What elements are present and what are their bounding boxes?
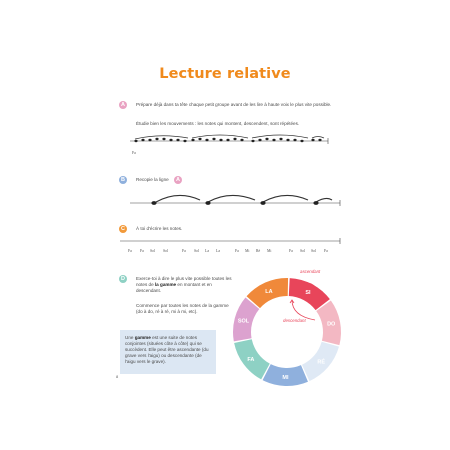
note-head [265,138,268,140]
gamme-definition-text: Une gamme est une suite de notes conjointes (situées côte à côte) qui se succèdent. Elle peut être ascendante (du grave vers l'aigu) ou descendante (de l'aigu vers le grave). [125,335,209,364]
staff-c [120,237,342,245]
note-head [251,140,254,142]
descendant-label: descendant [283,318,306,323]
note-name: Ré [256,249,261,253]
wheel-segment-label: FA [247,356,255,363]
page-title: Lecture relative [159,66,291,82]
wheel-segment-label: SI [305,290,311,297]
note-head [183,140,186,142]
section-d-paragraph-2: Commence par toutes les notes de la gamme (do à do, ré à ré, mi à mi, etc). [136,303,229,314]
note-head [318,139,321,141]
note-head [212,138,215,140]
note-name: Sol [311,249,317,253]
note-head [272,139,275,141]
note-name: Fa [235,249,239,253]
section-c-badge: C [119,225,127,233]
section-b-ref-badge: A [174,176,182,184]
ascendant-label: ascendant [300,269,321,274]
note-name: Fa [128,249,132,253]
section-a-instruction-1: Prépare déjà dans ta tête chaque petit groupe avant de les lire à haute voix le plus vite possible. [136,102,332,107]
staff-a-notes [134,138,321,142]
section-b-instruction: Recopie la ligne [136,177,169,182]
wheel-segment-label: LA [265,288,273,295]
wheel-segment-label: MI [282,374,289,381]
note-head [141,139,144,141]
note-head [311,139,314,141]
section-d-paragraph-1: Exerce-toi à dire le plus vite possible toutes les notes de la gamme en montant et en descendant. [136,276,232,293]
note-name: Fa [140,249,144,253]
wheel-segment-label: SOL [237,318,250,325]
note-name: Sol [194,249,200,253]
note-head [155,138,158,140]
note-head [162,138,165,140]
staff-b [130,190,342,206]
note-head [293,139,296,141]
wheel-segment-label: DO [327,321,336,328]
section-b-badge: B [119,176,127,184]
section-a-instruction-2: Étudie bien les mouvements : les notes qui montent, descendent, sont répétées. [136,121,300,126]
note-name: Fa [324,249,328,253]
note-name: La [216,249,221,253]
section-a-badge: A [119,101,127,109]
note-head [279,138,282,140]
note-name: Fa [182,249,186,253]
staff-a [130,134,330,152]
note-name: Mi [245,249,250,253]
note-head [134,140,137,142]
note-head [169,139,172,141]
section-a-start-note: Fa [132,151,136,155]
section-d-badge: D [119,275,127,283]
note-name: Fa [289,249,293,253]
note-head [148,139,151,141]
section-c-instruction: À toi d'écrire les notes. [136,226,183,231]
note-head [286,139,289,141]
note-head [240,139,243,141]
note-head [198,138,201,140]
gamme-wheel [222,262,352,392]
note-head [300,140,303,142]
note-name: Sol [300,249,306,253]
note-name: Mi [267,249,272,253]
note-name: Sol [150,249,156,253]
note-name: Sol [163,249,169,253]
page-number: 8 [116,374,119,379]
note-head [191,139,194,141]
note-head [233,138,236,140]
note-head [176,139,179,141]
note-head [205,139,208,141]
wheel-segments [233,278,341,386]
note-name: La [205,249,210,253]
wheel-segment-label: RÉ [317,359,325,366]
note-head [226,139,229,141]
note-head [258,139,261,141]
note-head [219,139,222,141]
